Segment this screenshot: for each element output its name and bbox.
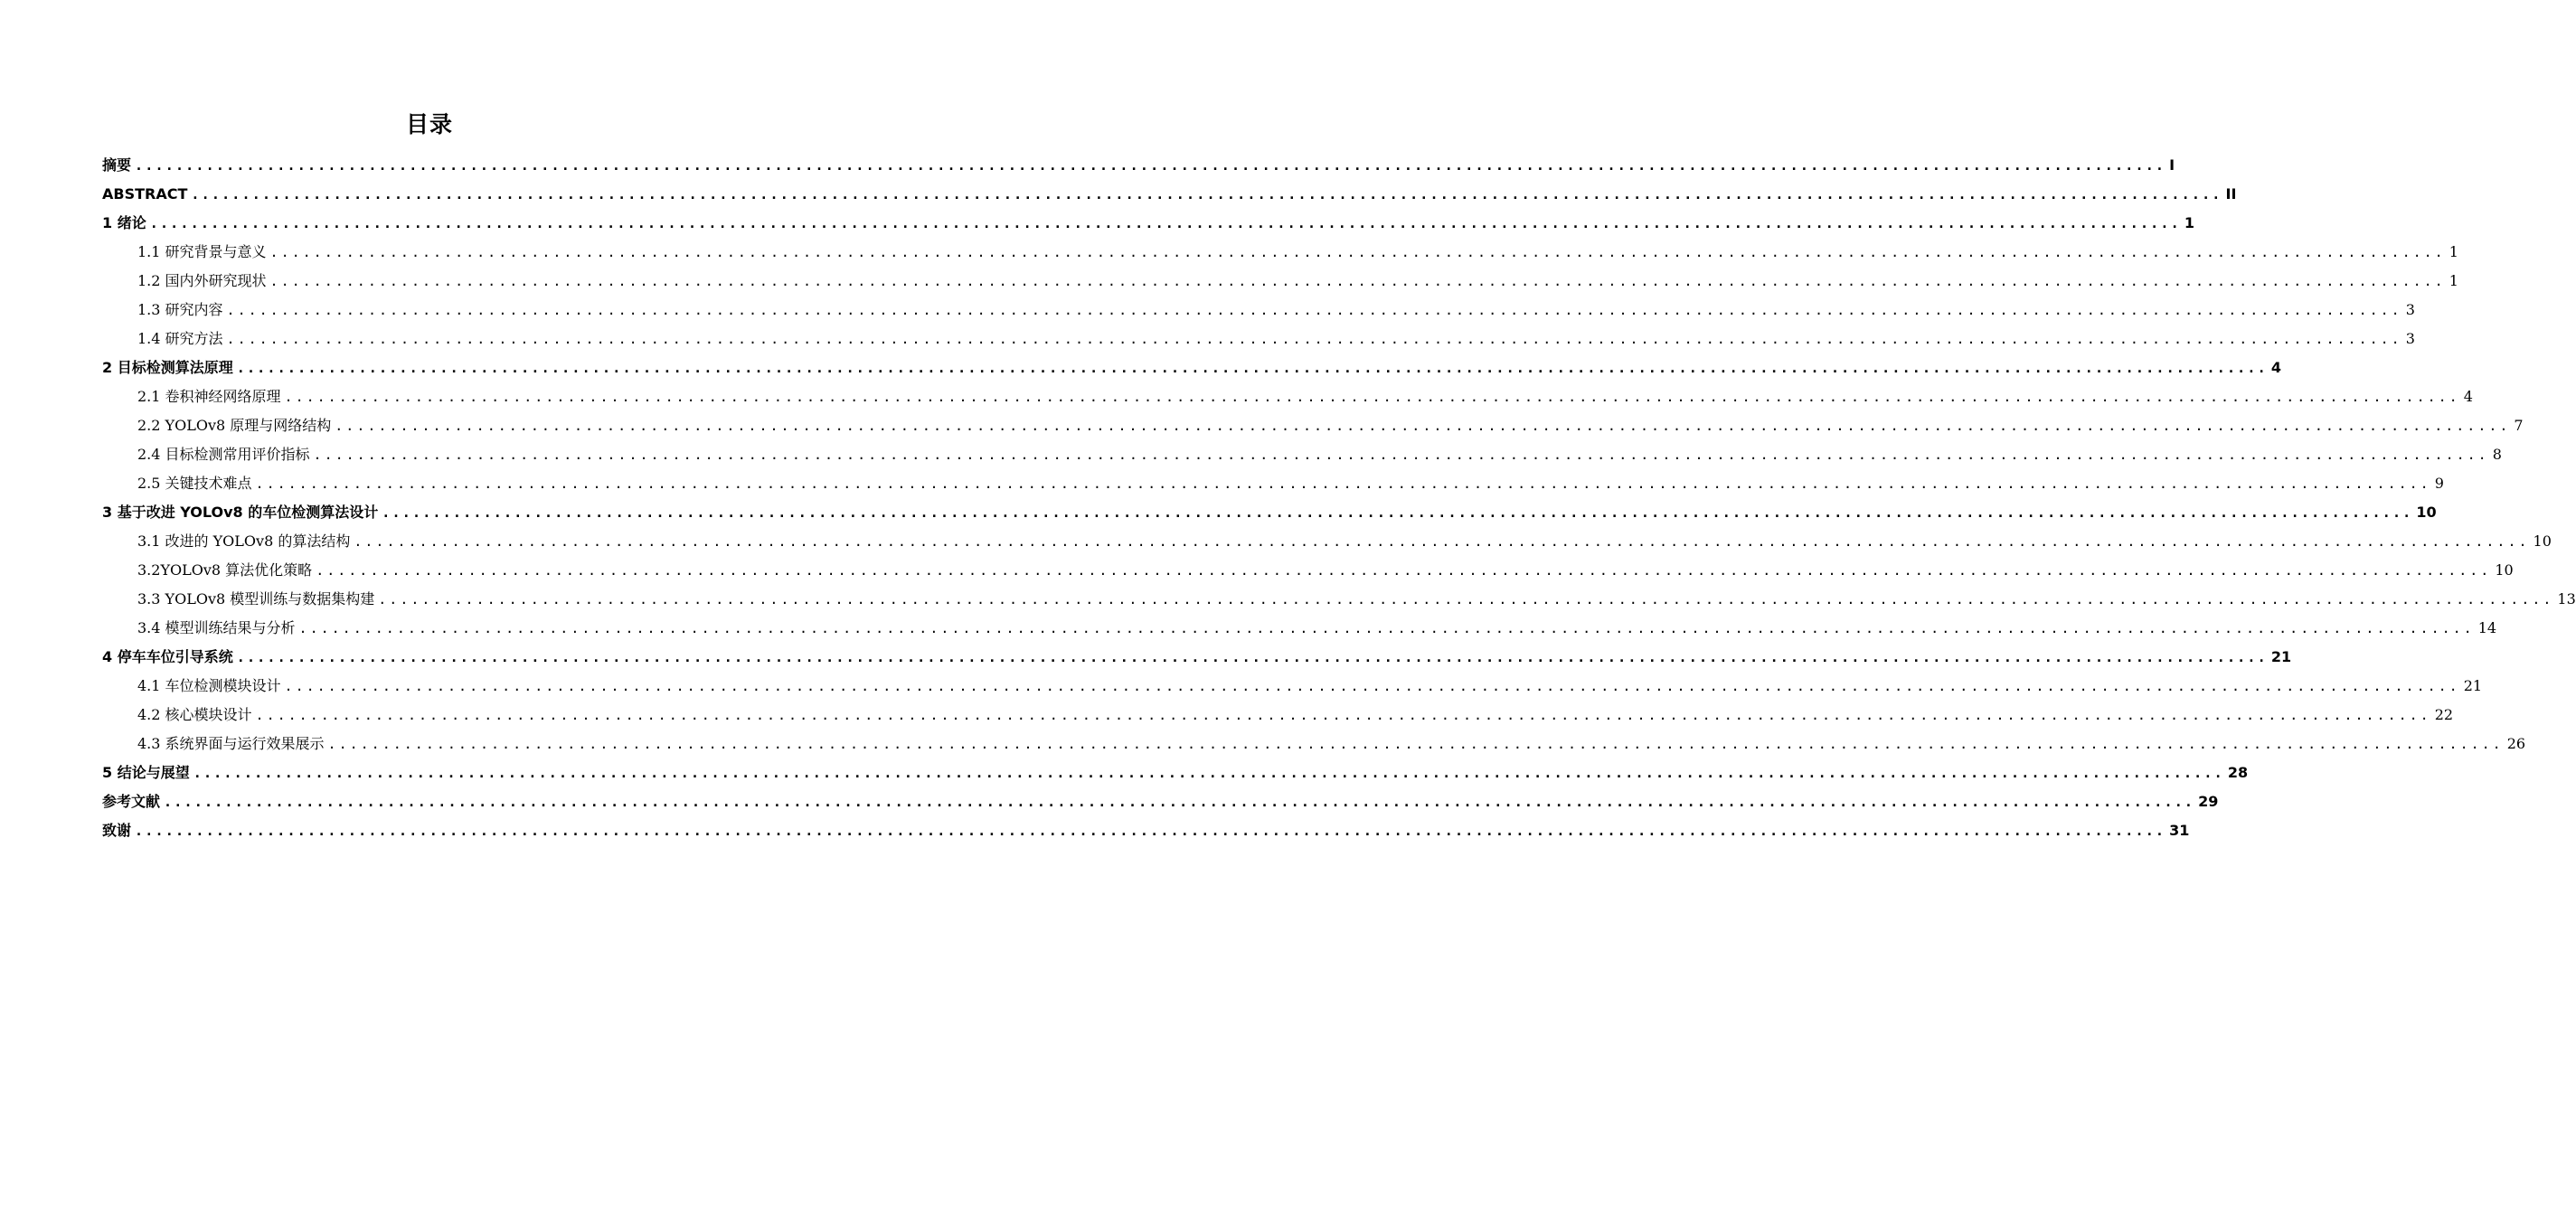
toc-entry-label: ABSTRACT (102, 185, 188, 202)
toc-entry-page-number: 13 (2557, 590, 2576, 608)
toc-entry-page-number: 26 (2506, 735, 2526, 752)
toc-dot-leader: ........................................................................................................................................................................................................ (284, 678, 2460, 694)
toc-entry-page-number: 9 (2434, 475, 2444, 492)
toc-entry-label: 2.4 目标检测常用评价指标 (137, 446, 310, 463)
toc-section-entry[interactable] (102, 238, 2458, 267)
toc-dot-leader: ........................................................................................................................................................................................................ (335, 418, 2511, 434)
toc-chapter-entry[interactable] (102, 180, 2237, 209)
toc-entry-label: 3 基于改进 YOLOv8 的车位检测算法设计 (102, 504, 379, 521)
toc-entry-label: 1.3 研究内容 (137, 301, 223, 318)
toc-dot-leader: ........................................................................................................................................................................................................ (164, 794, 2195, 810)
toc-entry-page-number: 1 (2449, 243, 2458, 260)
toc-entry-page-number: 3 (2405, 330, 2415, 347)
toc-entry-page-number: 7 (2514, 417, 2524, 434)
toc-dot-leader: ........................................................................................................................................................................................................ (354, 533, 2530, 550)
toc-entry-page-number: 10 (2495, 561, 2514, 579)
toc-entry-label: 参考文献 (102, 793, 161, 810)
toc-dot-leader: ........................................................................................................................................................................................................ (255, 476, 2431, 492)
toc-entry-label: 摘要 (102, 156, 132, 174)
toc-entry-label: 1.2 国内外研究现状 (137, 272, 267, 289)
toc-entry-page-number: 3 (2405, 301, 2415, 318)
toc-dot-leader: ........................................................................................................................................................................................................ (284, 389, 2460, 405)
toc-entry-label: 1.1 研究背景与意义 (137, 243, 267, 260)
toc-entry-label: 4.2 核心模块设计 (137, 706, 252, 723)
toc-chapter-entry[interactable] (102, 787, 2219, 816)
toc-chapter-entry[interactable] (102, 498, 2437, 527)
toc-title: 目录 (405, 111, 453, 137)
toc-entry-label: 2.1 卷积神经网络原理 (137, 388, 281, 405)
toc-entry-label: 3.3 YOLOv8 模型训练与数据集构建 (137, 590, 375, 608)
toc-entry-label: 1 绪论 (102, 214, 146, 231)
toc-entry-label: 3.4 模型训练结果与分析 (137, 619, 296, 636)
toc-entry-label: 4.3 系统界面与运行效果展示 (137, 735, 325, 752)
toc-entry-page-number: II (2225, 185, 2237, 202)
toc-entry-label: 3.1 改进的 YOLOv8 的算法结构 (137, 532, 351, 550)
toc-dot-leader: ........................................................................................................................................................................................................ (226, 331, 2402, 347)
toc-entry-label: 5 结论与展望 (102, 764, 190, 781)
toc-section-entry[interactable] (102, 614, 2497, 643)
toc-dot-leader: ........................................................................................................................................................................................................ (226, 302, 2402, 318)
toc-entry-label: 3.2YOLOv8 算法优化策略 (137, 561, 313, 579)
toc-section-entry[interactable] (102, 440, 2502, 469)
toc-dot-leader: ........................................................................................................................................................................................................ (316, 562, 2492, 579)
toc-dot-leader: ........................................................................................................................................................................................................ (298, 620, 2475, 636)
toc-dot-leader: ........................................................................................................................................................................................................ (269, 273, 2446, 289)
toc-entry-page-number: 1 (2184, 214, 2195, 231)
toc-section-entry[interactable] (102, 325, 2415, 353)
toc-section-entry[interactable] (102, 672, 2483, 701)
toc-section-entry[interactable] (102, 267, 2458, 296)
toc-entry-label: 4.1 车位检测模块设计 (137, 677, 281, 694)
toc-section-entry[interactable] (102, 382, 2473, 411)
toc-dot-leader: ........................................................................................................................................................................................................ (193, 765, 2224, 781)
toc-section-entry[interactable] (102, 527, 2552, 556)
toc-entry-label: 2.2 YOLOv8 原理与网络结构 (137, 417, 332, 434)
toc-dot-leader: ........................................................................................................................................................................................................ (378, 591, 2554, 608)
toc-entry-label: 2 目标检测算法原理 (102, 359, 233, 376)
toc-entry-page-number: 10 (2533, 532, 2552, 550)
toc-entry-page-number: 10 (2416, 504, 2437, 521)
toc-chapter-entry[interactable] (102, 151, 2175, 180)
toc-entry-page-number: 14 (2477, 619, 2497, 636)
toc-section-entry[interactable] (102, 585, 2576, 614)
toc-entry-label: 4 停车车位引导系统 (102, 648, 233, 665)
toc-chapter-entry[interactable] (102, 643, 2292, 672)
toc-chapter-entry[interactable] (102, 353, 2282, 382)
toc-section-entry[interactable] (102, 701, 2454, 730)
toc-entry-label: 致谢 (102, 822, 132, 839)
toc-entry-page-number: 22 (2434, 706, 2454, 723)
toc-dot-leader: ........................................................................................................................................................................................................ (236, 360, 2268, 376)
toc-dot-leader: ........................................................................................................................................................................................................ (191, 186, 2222, 202)
toc-section-entry[interactable] (102, 469, 2444, 498)
toc-chapter-entry[interactable] (102, 758, 2249, 787)
toc-entry-page-number: 1 (2449, 272, 2458, 289)
toc-section-entry[interactable] (102, 556, 2514, 585)
toc-entry-page-number: 28 (2227, 764, 2249, 781)
toc-dot-leader: ........................................................................................................................................................................................................ (382, 504, 2413, 521)
toc-section-entry[interactable] (102, 730, 2526, 758)
toc-dot-leader: ........................................................................................................................................................................................................ (255, 707, 2431, 723)
toc-entry-page-number: 31 (2169, 822, 2190, 839)
toc-entry-page-number: 4 (2463, 388, 2473, 405)
toc-dot-leader: ........................................................................................................................................................................................................ (327, 736, 2504, 752)
toc-entry-page-number: I (2169, 156, 2175, 174)
toc-dot-leader: ........................................................................................................................................................................................................ (269, 244, 2446, 260)
toc-chapter-entry[interactable] (102, 816, 2190, 845)
toc-entry-page-number: 29 (2198, 793, 2219, 810)
toc-dot-leader: ........................................................................................................................................................................................................ (135, 157, 2166, 174)
toc-entry-page-number: 21 (2270, 648, 2292, 665)
toc-section-entry[interactable] (102, 296, 2415, 325)
toc-section-entry[interactable] (102, 411, 2524, 440)
toc-entry-label: 1.4 研究方法 (137, 330, 223, 347)
toc-entry-page-number: 4 (2270, 359, 2282, 376)
toc-dot-leader: ........................................................................................................................................................................................................ (313, 447, 2489, 463)
table-of-contents (102, 151, 2576, 845)
toc-entry-label: 2.5 关键技术难点 (137, 475, 252, 492)
toc-dot-leader: ........................................................................................................................................................................................................ (236, 649, 2268, 665)
toc-dot-leader: ........................................................................................................................................................................................................ (149, 215, 2181, 231)
toc-chapter-entry[interactable] (102, 209, 2195, 238)
toc-entry-page-number: 21 (2463, 677, 2483, 694)
toc-entry-page-number: 8 (2492, 446, 2502, 463)
toc-dot-leader: ........................................................................................................................................................................................................ (135, 823, 2166, 839)
